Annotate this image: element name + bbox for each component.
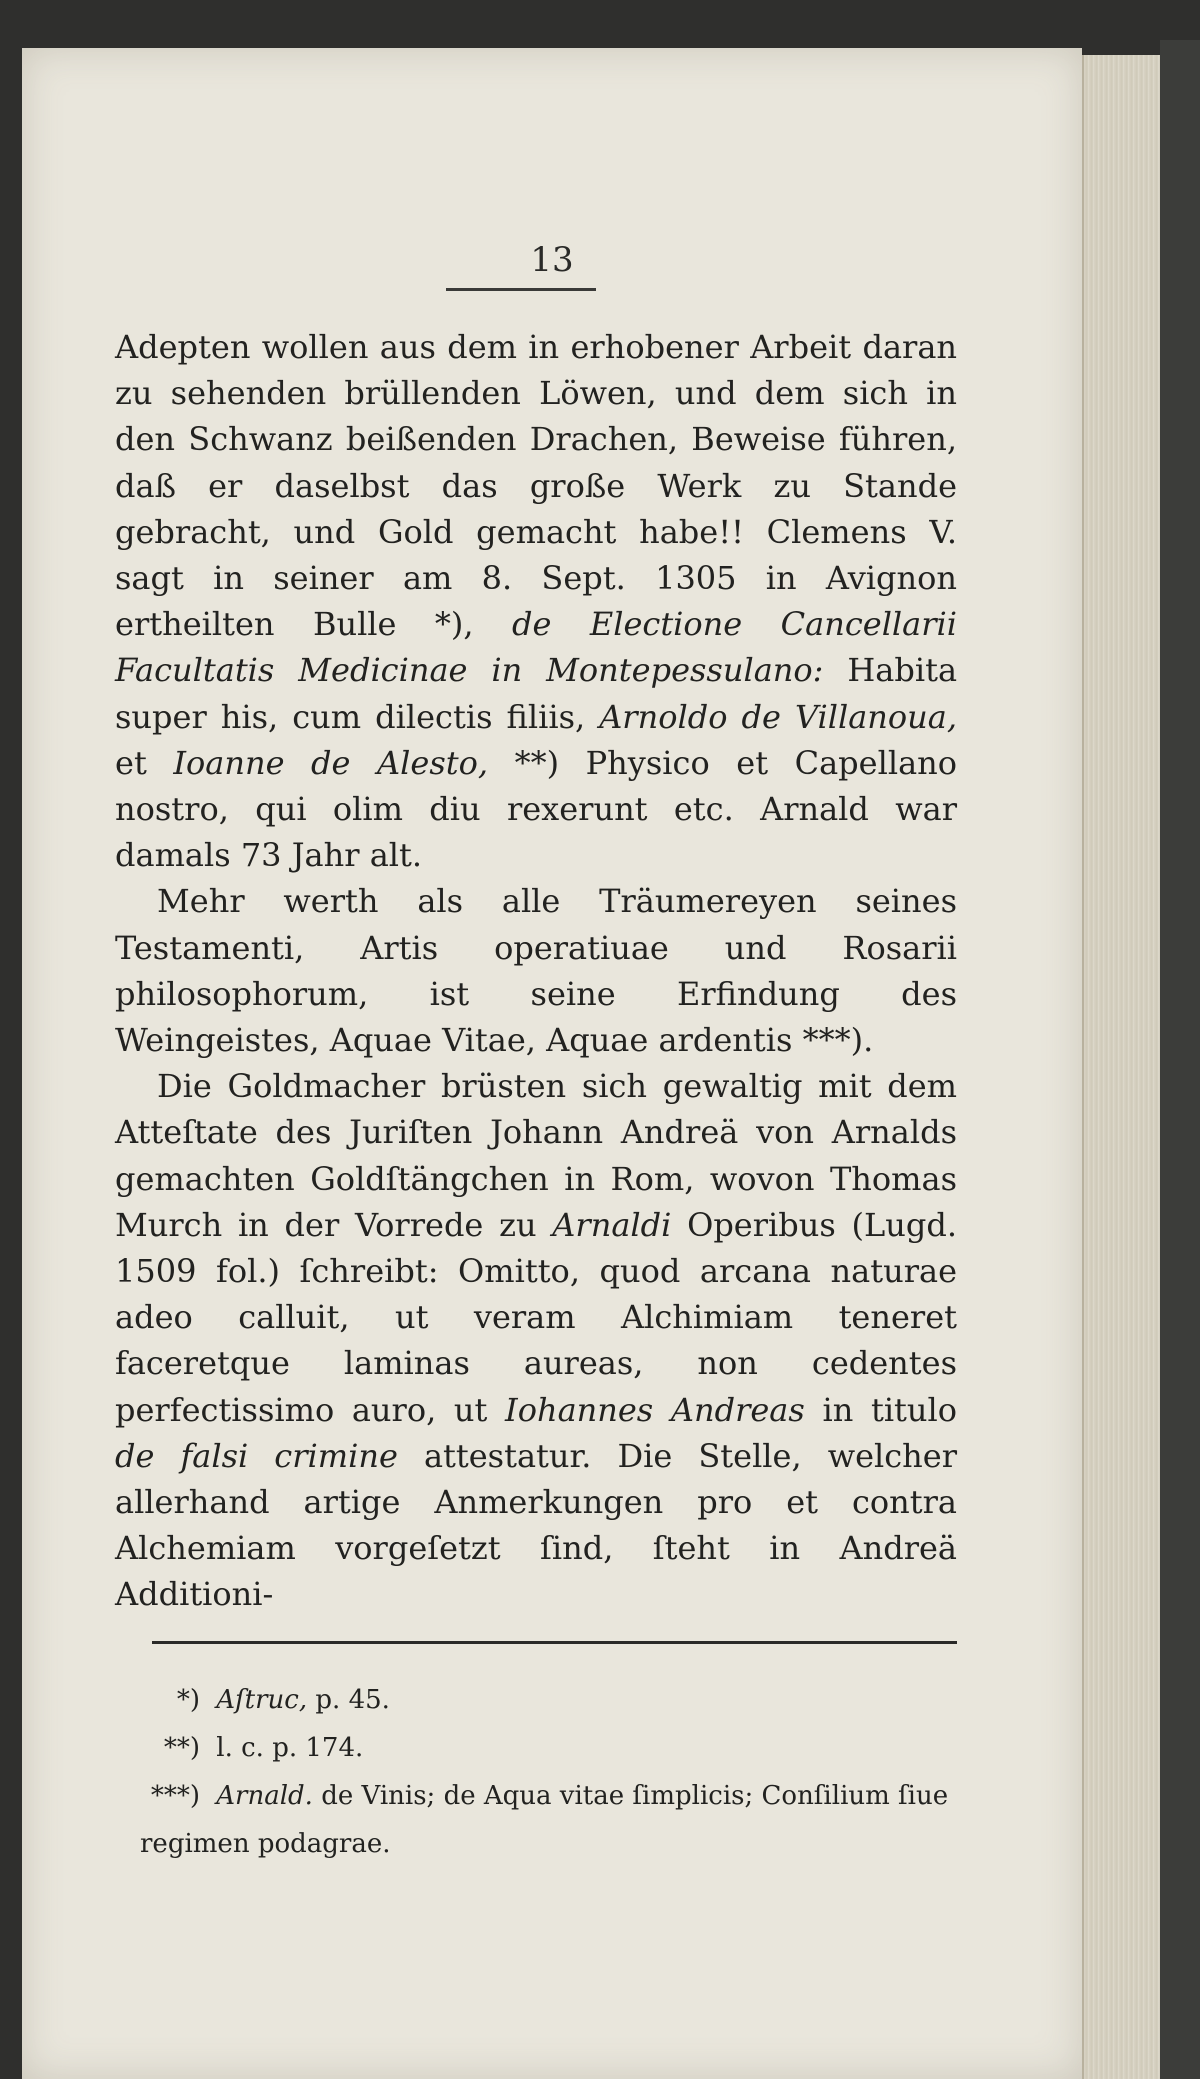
paragraph-2-text: Mehr werth als alle Träumereyen seines Testamenti, Artis operatiuae und Rosarii philosophorum, ist seine Erfindung des Weingeistes, Aquae Vitae, Aquae ardentis ***). xyxy=(115,882,957,1060)
footnote xyxy=(140,1724,962,1772)
body-text xyxy=(115,324,957,1618)
footnote-marker: *) xyxy=(176,1685,200,1715)
paragraph-1-text-c: et xyxy=(115,743,147,782)
paragraph-1-text-b: Habita super his, cum dilectis filiis, xyxy=(115,651,958,736)
paragraph-1-italic-2: Arnoldo de Villanoua, xyxy=(599,697,957,736)
header-rule xyxy=(446,288,596,291)
book-cover-edge xyxy=(1160,40,1200,2079)
paragraph-3-text-c: in titulo xyxy=(822,1390,958,1429)
paragraph-1-text-a: Adepten wollen aus dem in erhobener Arbeit daran zu sehenden brüllenden Löwen, und dem sich in den Schwanz beißenden Drachen, Beweise führen, daß er daselbst das große Werk zu Stande gebracht, und Gold gemacht habe!! Clemens V. sagt in seiner am 8. Sept. 1305 in Avignon ertheilten Bulle *), xyxy=(115,328,957,644)
footnote xyxy=(140,1676,962,1724)
paragraph-1-italic: de Electione Cancellarii Facultatis Medicinae in Montepessulano: xyxy=(115,605,958,690)
page-block-edge xyxy=(1082,55,1162,2079)
paragraph-1 xyxy=(115,324,957,878)
paragraph-3-italic-3: de falsi crimine xyxy=(115,1436,398,1475)
paragraph-1-text-d: **) Physico et Capellano nostro, qui olim diu rexerunt etc. Arnald war damals 73 Jahr alt. xyxy=(115,743,958,875)
footnotes xyxy=(140,1676,962,1868)
paragraph-3-italic: Arnaldi xyxy=(552,1205,672,1244)
footnote-italic: Aſtruc, xyxy=(216,1685,308,1715)
paragraph-3 xyxy=(115,1063,957,1617)
book-page xyxy=(22,48,1082,2079)
footnote-text: de Vinis; de Aqua vitae ſimplicis; Conſilium ſiue regimen podagrae. xyxy=(140,1781,949,1859)
footnote-text: p. 45. xyxy=(315,1685,390,1715)
paragraph-1-italic-3: Ioanne de Alesto, xyxy=(173,743,489,782)
footnote-marker: ***) xyxy=(150,1781,200,1811)
page-number: 13 xyxy=(530,240,574,280)
footnote-text: l. c. p. 174. xyxy=(216,1733,364,1763)
paragraph-2 xyxy=(115,878,957,1063)
footnote-italic: Arnald. xyxy=(216,1781,313,1811)
paragraph-3-text-b: Operibus (Lugd. 1509 fol.) ſchreibt: Omitto, quod arcana naturae adeo calluit, ut veram Alchimiam teneret faceretque laminas aureas, non cedentes perfectissimo auro, ut xyxy=(115,1205,957,1429)
footnote-rule xyxy=(152,1641,957,1644)
footnote-marker: **) xyxy=(163,1733,200,1763)
paragraph-3-italic-2: Iohannes Andreas xyxy=(505,1390,805,1429)
footnote xyxy=(140,1772,962,1868)
paragraph-3-text-d: attestatur. Die Stelle, welcher allerhand artige Anmerkungen pro et contra Alchemiam vorgeſetzt ſind, ſteht in Andreä Additioni- xyxy=(115,1436,958,1614)
paragraph-3-text-a: Die Goldmacher brüsten sich gewaltig mit dem Atteſtate des Juriſten Johann Andreä von Arnalds gemachten Goldſtängchen in Rom, wovon Thomas Murch in der Vorrede zu xyxy=(115,1067,957,1244)
